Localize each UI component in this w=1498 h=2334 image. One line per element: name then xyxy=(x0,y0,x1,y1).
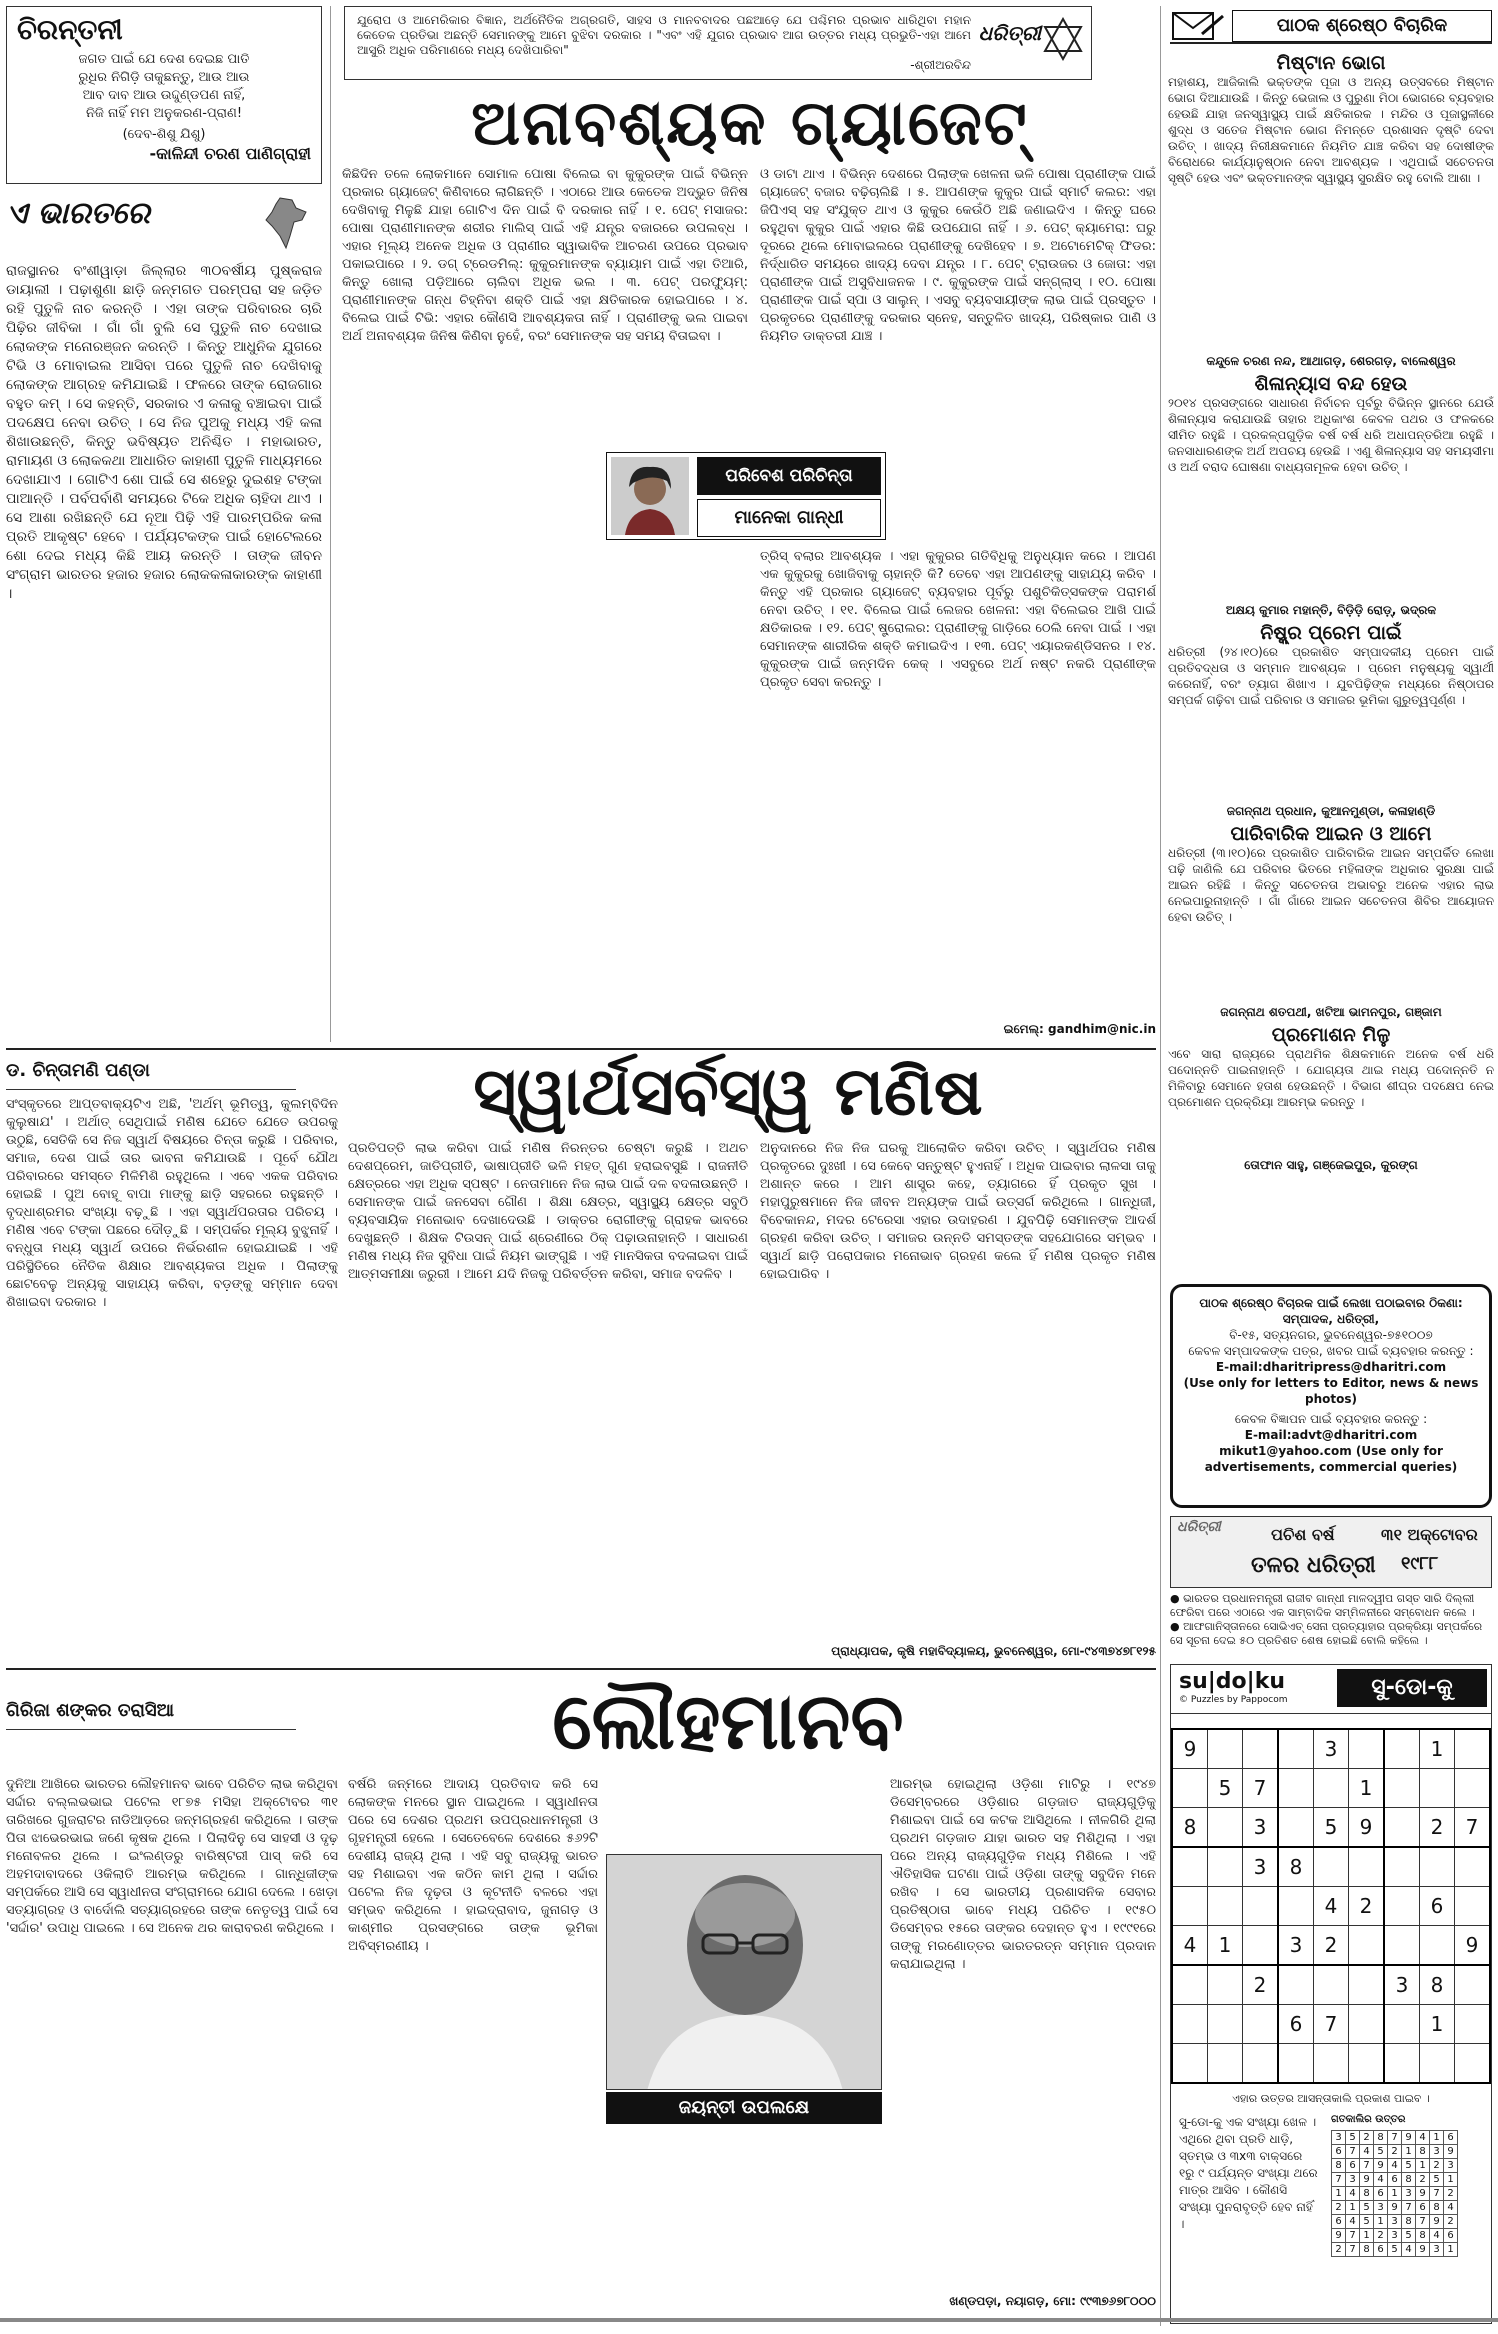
bullet-text: ଭାରତର ପ୍ରଧାନମନ୍ତ୍ରୀ ରାଜୀବ ଗାନ୍ଧୀ ମାଳଦ୍ୱୀପ ଗସ୍ତ ସାରି ଦିଲ୍ଲୀ ଫେରିବା ପରେ ଏଠାରେ ଏକ ସାମ୍ବାଦିକ ସମ୍ମିଳନୀରେ ସମ୍ବୋଧନ କଲେ । xyxy=(1170,1592,1475,1619)
sudoku-cell[interactable]: 9 xyxy=(1172,1729,1208,1769)
solution-caption: ଗତକାଲିର ଉତ୍ତର xyxy=(1331,2114,1406,2125)
sudoku-cell[interactable] xyxy=(1455,1847,1491,1887)
sudoku-cell[interactable] xyxy=(1420,2044,1455,2084)
letter-body: ଏବେ ସାରା ରାଜ୍ୟରେ ପ୍ରାଥମିକ ଶିକ୍ଷକମାନେ ଅନେକ ବର୍ଷ ଧରି ପଦୋନ୍ନତି ପାଇନାହାନ୍ତି । ଯୋଗ୍ୟତା ଥାଇ ମଧ୍ୟ ପଦୋନ୍ନତି ନ ମିଳିବାରୁ ସେମାନେ ହତାଶ ହେଉଛନ୍ତି । ବିଭାଗ ଶୀଘ୍ର ପଦକ୍ଷେପ ନେଇ ପ୍ରମୋଶନ ପ୍ରକ୍ରିୟା ଆରମ୍ଭ କରନ୍ତୁ । xyxy=(1168,1047,1494,1109)
letter-author: ତୋଫାନ ସାହୁ, ଗଞ୍ଜେଇପୁର, କୁରଙ୍ଗ xyxy=(1244,1158,1418,1172)
solution-cell: 2 xyxy=(1444,2187,1458,2201)
sudoku-cell[interactable] xyxy=(1455,1729,1491,1769)
sudoku-cell[interactable] xyxy=(1455,1769,1491,1808)
e-bharat-logo xyxy=(6,196,322,254)
sudoku-cell[interactable]: 1 xyxy=(1208,1926,1243,1966)
address-line: ବି-୧୫, ସତ୍ୟନଗର, ଭୁବନେଶ୍ୱର-୭୫୧୦୦୭ xyxy=(1229,1328,1433,1342)
bullet-item: ● ଭାରତର ପ୍ରଧାନମନ୍ତ୍ରୀ ରାଜୀବ ଗାନ୍ଧୀ ମାଳଦ୍ୱୀପ ଗସ୍ତ ସାରି ଦିଲ୍ଲୀ ଫେରିବା ପରେ ଏଠାରେ ଏକ ସାମ୍ବାଦିକ ସମ୍ମିଳନୀରେ ସମ୍ବୋଧନ କଲେ । xyxy=(1170,1592,1475,1619)
anniversary-bullets xyxy=(1170,1592,1492,1656)
grid-row xyxy=(1332,2229,1458,2243)
solution-cell: 5 xyxy=(1346,2131,1360,2145)
sudoku-cell[interactable]: 7 xyxy=(1314,2005,1349,2044)
letter-title: ଶିଳାନ୍ୟାସ ବନ୍ଦ ହେଉ xyxy=(1254,373,1408,395)
anniversary-box xyxy=(1170,1516,1492,1588)
sudoku-cell[interactable] xyxy=(1384,1808,1420,1848)
sudoku-cell[interactable] xyxy=(1384,1926,1420,1966)
sudoku-cell[interactable]: 8 xyxy=(1278,1847,1314,1887)
solution-cell: 1 xyxy=(1388,2187,1402,2201)
sudoku-cell[interactable]: 7 xyxy=(1243,1769,1279,1808)
sudoku-cell[interactable] xyxy=(1455,1887,1491,1926)
solution-cell: 5 xyxy=(1402,2159,1416,2173)
solution-cell: 5 xyxy=(1402,2229,1416,2243)
solution-cell: 5 xyxy=(1360,2215,1374,2229)
solution-cell: 2 xyxy=(1430,2159,1444,2173)
reader-header-title: ପାଠକ ଶ୍ରେଷ୍ଠ ବିଚାରିକ xyxy=(1232,10,1492,42)
sudoku-cell[interactable] xyxy=(1208,1965,1243,2005)
sudoku-cell[interactable] xyxy=(1384,2005,1420,2044)
sudoku-cell[interactable]: 5 xyxy=(1208,1769,1243,1808)
solution-cell: 4 xyxy=(1402,2243,1416,2257)
solution-cell: 8 xyxy=(1332,2159,1346,2173)
anniversary-sub: ତଳର ଧରିତ୍ରୀ xyxy=(1251,1553,1376,1578)
sudoku-cell[interactable] xyxy=(1172,1887,1208,1926)
reader-letters xyxy=(1168,52,1494,1276)
columnist-name: ମାନେକା ଗାନ୍ଧୀ xyxy=(697,499,881,537)
columnist-box xyxy=(606,452,886,540)
solution-cell: 9 xyxy=(1388,2201,1402,2215)
solution-cell: 8 xyxy=(1430,2201,1444,2215)
email-note: (Use only for letters to Editor, news & news photos) xyxy=(1183,1376,1479,1406)
solution-cell: 6 xyxy=(1444,2229,1458,2243)
sudoku-cell[interactable] xyxy=(1314,1965,1349,2005)
sudoku-solution-grid xyxy=(1331,2130,1458,2257)
address-box xyxy=(1170,1284,1492,1508)
sudoku-grid xyxy=(1171,1728,1491,2084)
grid-row xyxy=(1332,2145,1458,2159)
solution-cell: 7 xyxy=(1402,2201,1416,2215)
solution-cell: 5 xyxy=(1374,2145,1388,2159)
sudoku-cell[interactable] xyxy=(1172,1965,1208,2005)
sudoku-cell[interactable] xyxy=(1314,2044,1349,2084)
sudoku-cell[interactable] xyxy=(1172,1847,1208,1887)
solution-cell: 2 xyxy=(1332,2201,1346,2215)
sudoku-title: ସୁ-ଡୋ-କୁ xyxy=(1337,1669,1487,1707)
sudoku-cell[interactable] xyxy=(1349,1729,1385,1769)
solution-cell: 8 xyxy=(1416,2229,1430,2243)
swartha-headline: ସ୍ୱାର୍ଥସର୍ବସ୍ୱ ମଣିଷ xyxy=(473,1053,983,1130)
solution-cell: 8 xyxy=(1402,2173,1416,2187)
solution-cell: 3 xyxy=(1374,2201,1388,2215)
solution-cell: 7 xyxy=(1346,2243,1360,2257)
sudoku-cell[interactable]: 3 xyxy=(1243,1808,1279,1848)
solution-cell: 9 xyxy=(1402,2131,1416,2145)
epigraph-text: ଯୁରୋପ ଓ ଆମେରିକାର ବିଜ୍ଞାନ, ଅର୍ଥନୈତିକ ଅଗ୍ରଗତି, ସାହସ ଓ ମାନବବାଦର ପଛଆଡ଼େ ଯେ ପଶ୍ଚିମର ପ୍ରଭାବ ଧାରିଥିବା ମହାନ କେତେକ ପ୍ରତିଭା ଅଛନ୍ତି ସେମାନଙ୍କୁ ଆମେ ବୁଝିବା ଦରକାର । "ଏବଂ ଏହି ଯୁଗର ପ୍ରଭାବ ଆଗ ଉତ୍ତର ମଧ୍ୟ ପ୍ରଭୁତି-ଏହା ଆମେ ଆସୁରି ଅଧିକ ପରିମାଣରେ ମଧ୍ୟ ଦେଖିପାରିବା" xyxy=(357,13,971,57)
anniversary-years: ପଚିଶ ବର୍ଷ xyxy=(1271,1525,1335,1544)
sudoku-cell[interactable] xyxy=(1384,1769,1420,1808)
solution-cell: 2 xyxy=(1388,2145,1402,2159)
swartha-author: ଡ. ଚିନ୍ତାମଣି ପଣ୍ଡା xyxy=(6,1060,296,1090)
e-bharat-title: ଏ ଭାରତରେ xyxy=(6,196,150,231)
portrait-photo-icon xyxy=(607,1855,882,2090)
solution-cell: 5 xyxy=(1360,2201,1374,2215)
sudoku-cell[interactable] xyxy=(1278,1965,1314,2005)
sudoku-cell[interactable] xyxy=(1455,1965,1491,2005)
bullet-text: ଆଫଗାନିସ୍ତାନରେ ସୋଭିଏତ୍ ସେନା ପ୍ରତ୍ୟାହାର ପ୍ରକ୍ରିୟା ସମ୍ପର୍କରେ ସେ ସୂଚନା ଦେଇ ୫୦ ପ୍ରତିଶତ ଶେଷ ହୋଇଛି ବୋଲି କହିଲେ । xyxy=(1170,1620,1483,1647)
address-intro: ପାଠକ ଶ୍ରେଷ୍ଠ ବିଚାରକ ପାଇଁ ଲେଖା ପଠାଇବାର ଠିକଣା: xyxy=(1199,1296,1463,1310)
swartha-col1: ସଂସ୍କୃତରେ ଆପ୍ତବାକ୍ୟଟିଏ ଅଛି, 'ଅର୍ଥମ୍ ଭୂମିତ୍ୱ, କୁଲମ୍ବିଦିନ କୁଲୁଷାଯ' । ଅର୍ଥାତ୍ ସେଥିପାଇଁ ମଣିଷ ଯେତେ ଯେତେ ଉପରକୁ ଉଠୁଛି, ସେତିକି ସେ ନିଜ ସ୍ୱାର୍ଥ ବିଷୟରେ ଚିନ୍ତା କରୁଛି । ପରିବାର, ସମାଜ, ଦେଶ ପାଇଁ ତାର ଭାବନା କମିଯାଉଛି । ପୂର୍ବେ ଯୌଥ ପରିବାରରେ ସମସ୍ତେ ମିଳିମିଶି ରହୁଥିଲେ । ଏବେ ଏକକ ପରିବାର ହୋଇଛି । ପୁଅ ବୋହୂ ବାପା ମାଙ୍କୁ ଛାଡ଼ି ସହରରେ ରହୁଛନ୍ତି । ବୃଦ୍ଧାଶ୍ରମର ସଂଖ୍ୟା ବଢ଼ୁଛି । ଏହା ସ୍ୱାର୍ଥପରତାର ପରିଚୟ । ମଣିଷ ଏବେ ଟଙ୍କା ପଛରେ ଦୌଡ଼ୁଛି । ସମ୍ପର୍କର ମୂଲ୍ୟ ବୁଝୁନାହିଁ । ବନ୍ଧୁତା ମଧ୍ୟ ସ୍ୱାର୍ଥ ଉପରେ ନିର୍ଭରଶୀଳ ହୋଇଯାଇଛି । ଏହି ପରିସ୍ଥିତିରେ ନୈତିକ ଶିକ୍ଷାର ଆବଶ୍ୟକତା ଅଧିକ । ପିଲାଙ୍କୁ ଛୋଟବେଳୁ ଅନ୍ୟକୁ ସାହାଯ୍ୟ କରିବା, ବଡ଼ଙ୍କୁ ସମ୍ମାନ ଦେବା ଶିଖାଇବା ଦରକାର । xyxy=(6,1097,338,1310)
sudoku-cell[interactable]: 2 xyxy=(1314,1926,1349,1966)
solution-cell: 3 xyxy=(1346,2173,1360,2187)
sudoku-cell[interactable] xyxy=(1243,2044,1279,2084)
dharitri-logo: ଧରିତ୍ରୀ xyxy=(978,21,1041,45)
sudoku-cell[interactable] xyxy=(1172,1769,1208,1808)
letter-body: ଧରିତ୍ରୀ (୩।୧୦)ରେ ପ୍ରକାଶିତ ପାରିବାରିକ ଆଇନ ସମ୍ପର୍କିତ ଲେଖା ପଢ଼ି ଜାଣିଲି ଯେ ପରିବାର ଭିତରେ ମହିଳାଙ୍କ ଅଧିକାର ସୁରକ୍ଷା ପାଇଁ ଆଇନ ରହିଛି । କିନ୍ତୁ ସଚେତନତା ଅଭାବରୁ ଅନେକ ଏହାର ଲାଭ ନେଇପାରୁନାହାନ୍ତି । ଗାଁ ଗାଁରେ ଆଇନ ସଚେତନତା ଶିବିର ଆୟୋଜନ ହେବା ଉଚିତ୍ । xyxy=(1168,846,1494,924)
solution-cell: 3 xyxy=(1430,2243,1444,2257)
solution-cell: 2 xyxy=(1374,2229,1388,2243)
solution-cell: 9 xyxy=(1374,2159,1388,2173)
solution-cell: 3 xyxy=(1332,2131,1346,2145)
solution-cell: 1 xyxy=(1444,2243,1458,2257)
patel-caption: ଜୟନ୍ତୀ ଉପଲକ୍ଷେ xyxy=(606,2092,882,2124)
anniversary-year: ୧୯୮୮ xyxy=(1401,1553,1439,1574)
address-line: ସମ୍ପାଦକ, ଧରିତ୍ରୀ, xyxy=(1282,1312,1380,1326)
solution-cell: 3 xyxy=(1388,2215,1402,2229)
grid-row xyxy=(1172,1847,1490,1887)
sudoku-cell[interactable] xyxy=(1172,2005,1208,2044)
letter-author: ଜଗନ୍ନାଥ ଶତପଥୀ, ଖଟିଆ ଭାମନପୁର, ଗଞ୍ଜାମ xyxy=(1220,1005,1442,1019)
chirantani-poet: -କାଳିନ୍ଦୀ ଚରଣ ପାଣିଗ୍ରାହୀ xyxy=(149,144,311,163)
india-map-icon xyxy=(262,196,312,250)
sudoku-brand: su|do|ku xyxy=(1179,1669,1285,1694)
verse-line: ଜଗତ ପାଇଁ ଯେ ଦେଶ ଦେଇଛ ପାତି xyxy=(78,52,250,67)
anabasyaka-headline: ଅନାବଶ୍ୟକ ଗ୍ୟାଜେଟ୍ xyxy=(471,86,1029,159)
sudoku-cell[interactable] xyxy=(1172,2044,1208,2084)
letter-body: ମହାଶୟ, ଆଜିକାଲି ଭକ୍ତଙ୍କ ପୂଜା ଓ ଅନ୍ୟ ଉତ୍ସବରେ ମିଷ୍ଟାନ ଭୋଗ ଦିଆଯାଉଛି । କିନ୍ତୁ ଭେଜାଲ ଓ ପୁରୁଣା ମିଠା ଭୋଗରେ ବ୍ୟବହାର ହେଉଛି ଯାହା ଜନସ୍ୱାସ୍ଥ୍ୟ ପାଇଁ କ୍ଷତିକାରକ । ମନ୍ଦିର ଓ ପୂଜାସ୍ଥଳୀରେ ଶୁଦ୍ଧ ଓ ସତେଜ ମିଷ୍ଟାନ ଭୋଗ ନିମନ୍ତେ ପ୍ରଶାସନ ଦୃଷ୍ଟି ଦେବା ଉଚିତ୍ । ଖାଦ୍ୟ ନିରୀକ୍ଷକମାନେ ନିୟମିତ ଯାଞ୍ଚ କରିବା ସହ ଦୋଷୀଙ୍କ ବିରୋଧରେ କାର୍ଯ୍ୟାନୁଷ୍ଠାନ ନେବା ଆବଶ୍ୟକ । ଏଥିପାଇଁ ସଚେତନତା ସୃଷ୍ଟି ହେଉ ଏବଂ ଭକ୍ତମାନଙ୍କ ସ୍ୱାସ୍ଥ୍ୟ ସୁରକ୍ଷିତ ରହୁ ବୋଲି ଆଶା । xyxy=(1168,75,1494,185)
sudoku-cell[interactable]: 8 xyxy=(1172,1808,1208,1848)
sudoku-cell[interactable]: 1 xyxy=(1420,1729,1455,1769)
solution-cell: 2 xyxy=(1360,2131,1374,2145)
chirantani-source: (ଦେବ-ଶିଶୁ ଯିଶୁ) xyxy=(122,127,206,142)
sudoku-cell[interactable]: 1 xyxy=(1420,2005,1455,2044)
sudoku-cell[interactable] xyxy=(1208,1887,1243,1926)
swartha-col2: ପ୍ରତିପତ୍ତି ଲାଭ କରିବା ପାଇଁ ମଣିଷ ନିରନ୍ତର ଚେଷ୍ଟା କରୁଛି । ଅଥଚ ଦେଶପ୍ରେମ, ଜାତିପ୍ରୀତି, ଭାଷାପ୍ରୀତି ଭଳି ମହତ୍ ଗୁଣ ହରାଇବସୁଛି । ରାଜନୀତି କ୍ଷେତ୍ରରେ ଏହା ଅଧିକ ସ୍ପଷ୍ଟ । ନେତାମାନେ ନିଜ ଲାଭ ପାଇଁ ଦଳ ବଦଳାଉଛନ୍ତି । ସେମାନଙ୍କ ପାଇଁ ଜନସେବା ଗୌଣ । ଶିକ୍ଷା କ୍ଷେତ୍ର, ସ୍ୱାସ୍ଥ୍ୟ କ୍ଷେତ୍ର ସବୁଠି ବ୍ୟବସାୟିକ ମନୋଭାବ ଦେଖାଦେଉଛି । ଡାକ୍ତର ରୋଗୀଙ୍କୁ ଗ୍ରାହକ ଭାବରେ ଦେଖୁଛନ୍ତି । ଶିକ୍ଷକ ଟିଉସନ୍ ପାଇଁ ଶ୍ରେଣୀରେ ଠିକ୍ ପଢ଼ାଉନାହାନ୍ତି । ସାଧାରଣ ମଣିଷ ମଧ୍ୟ ନିଜ ସୁବିଧା ପାଇଁ ନିୟମ ଭାଙ୍ଗୁଛି । ଏହି ମାନସିକତା ବଦଳାଇବା ପାଇଁ ଆତ୍ମସମୀକ୍ଷା ଜରୁରୀ । ଆମେ ଯଦି ନିଜକୁ ପରିବର୍ତ୍ତନ କରିବା, ସମାଜ ବଦଳିବ । xyxy=(348,1141,748,1282)
sudoku-cell[interactable] xyxy=(1384,1729,1420,1769)
sudoku-cell[interactable]: 2 xyxy=(1420,1808,1455,1848)
solution-cell: 1 xyxy=(1332,2187,1346,2201)
sudoku-cell[interactable]: 9 xyxy=(1455,1926,1491,1966)
sudoku-cell[interactable]: 3 xyxy=(1278,1926,1314,1966)
solution-cell: 2 xyxy=(1416,2173,1430,2187)
solution-cell: 4 xyxy=(1416,2131,1430,2145)
sudoku-cell[interactable]: 3 xyxy=(1384,1965,1420,2005)
e-bharat-body: ରାଜସ୍ଥାନର ବଂଶୀୱାଡ଼ା ଜିଲ୍ଲାର ୩୦ବର୍ଷୀୟ ପୁଷ୍କରାଜ ଡାୟାଲୀ । ପଢ଼ାଶୁଣା ଛାଡ଼ି ଜନ୍ମଗତ ପରମ୍ପରା ସହ ଜଡ଼ିତ ରହି ପୁତୁଳି ନାଚ କରନ୍ତି । ଏହା ତାଙ୍କ ପରିବାରର ଚାରି ପିଢ଼ିର ଜୀବିକା । ଗାଁ ଗାଁ ବୁଲି ସେ ପୁତୁଳି ନାଚ ଦେଖାଇ ଲୋକଙ୍କ ମନୋରଞ୍ଜନ କରନ୍ତି । କିନ୍ତୁ ଆଧୁନିକ ଯୁଗରେ ଟିଭି ଓ ମୋବାଇଲ ଆସିବା ପରେ ପୁତୁଳି ନାଚ ଦେଖିବାକୁ ଲୋକଙ୍କ ଆଗ୍ରହ କମିଯାଇଛି । ଫଳରେ ତାଙ୍କ ରୋଜଗାର ବହୁତ କମ୍ । ସେ କହନ୍ତି, ସରକାର ଏ କଳାକୁ ବଞ୍ଚାଇବା ପାଇଁ ପଦକ୍ଷେପ ନେବା ଉଚିତ୍ । ସେ ନିଜ ପୁଅକୁ ମଧ୍ୟ ଏହି କଳା ଶିଖାଉଛନ୍ତି, କିନ୍ତୁ ଭବିଷ୍ୟତ ଅନିଶ୍ଚିତ । ମହାଭାରତ, ରାମାୟଣ ଓ ଲୋକକଥା ଆଧାରିତ କାହାଣୀ ପୁତୁଳି ମାଧ୍ୟମରେ ଦେଖାଯାଏ । ଗୋଟିଏ ଶୋ ପାଇଁ ସେ ଶହେରୁ ଦୁଇଶହ ଟଙ୍କା ପାଆନ୍ତି । ପର୍ବପର୍ବାଣି ସମୟରେ ଟିକେ ଅଧିକ ଚାହିଦା ଥାଏ । ସେ ଆଶା ରଖିଛନ୍ତି ଯେ ନୂଆ ପିଢ଼ି ଏହି ପାରମ୍ପରିକ କଳା ପ୍ରତି ଆକୃଷ୍ଟ ହେବେ । ପର୍ଯ୍ୟଟକଙ୍କ ପାଇଁ ହୋଟେଲରେ ଶୋ ଦେଇ ମଧ୍ୟ କିଛି ଆୟ କରନ୍ତି । ତାଙ୍କ ଜୀବନ ସଂଗ୍ରାମ ଭାରତର ହଜାର ହଜାର ଲୋକକଳାକାରଙ୍କ କାହାଣୀ । xyxy=(6,263,322,602)
sudoku-cell[interactable] xyxy=(1314,1847,1349,1887)
louhamanab-footer: ଖଣ୍ଡପଡ଼ା, ନୟାଗଡ଼, ମୋ: ୯୯୩୭୬୭୮୦୦୦ xyxy=(949,2294,1156,2308)
solution-cell: 1 xyxy=(1430,2131,1444,2145)
sudoku-cell[interactable] xyxy=(1208,2005,1243,2044)
solution-cell: 3 xyxy=(1444,2159,1458,2173)
anniversary-logo: ଧରିତ୍ରୀ xyxy=(1177,1519,1221,1535)
louhamanab-col2: ବର୍ଷରି ଜନ୍ମରେ ଆଦାୟ ପ୍ରତିବାଦ କରି ସେ ଲୋକଙ୍କ ମନରେ ସ୍ଥାନ ପାଇଥିଲେ । ସ୍ୱାଧୀନତା ପରେ ସେ ଦେଶର ପ୍ରଥମ ଉପପ୍ରଧାନମନ୍ତ୍ରୀ ଓ ଗୃହମନ୍ତ୍ରୀ ହେଲେ । ସେତେବେଳେ ଦେଶରେ ୫୬୨ଟି ଦେଶୀୟ ରାଜ୍ୟ ଥିଲା । ଏହି ସବୁ ରାଜ୍ୟକୁ ଭାରତ ସହ ମିଶାଇବା ଏକ କଠିନ କାମ ଥିଲା । ସର୍ଦ୍ଦାର ପଟେଲ ନିଜ ଦୃଢ଼ତା ଓ କୂଟନୀତି ବଳରେ ଏହା ସମ୍ଭବ କରିଥିଲେ । ହାଇଦ୍ରାବାଦ, ଜୁନାଗଡ଼ ଓ କାଶ୍ମୀର ପ୍ରସଙ୍ଗରେ ତାଙ୍କ ଭୂମିକା ଅବିସ୍ମରଣୀୟ । xyxy=(348,1777,598,1954)
solution-cell: 6 xyxy=(1374,2243,1388,2257)
sudoku-cell[interactable] xyxy=(1243,1926,1279,1966)
solution-cell: 2 xyxy=(1444,2215,1458,2229)
sudoku-cell[interactable] xyxy=(1420,1769,1455,1808)
solution-cell: 9 xyxy=(1360,2173,1374,2187)
columnist-title: ପରିବେଶ ପରିଚିନ୍ତା xyxy=(697,457,881,495)
sudoku-note: ଏହାର ଉତ୍ତର ଆସନ୍ତାକାଲି ପ୍ରକାଶ ପାଇବ । xyxy=(1232,2092,1430,2105)
solution-cell: 9 xyxy=(1444,2145,1458,2159)
grid-row xyxy=(1172,1965,1490,2005)
letter-body: ଧରିତ୍ରୀ (୨୪।୧୦)ରେ ପ୍ରକାଶିତ ସମ୍ପାଦକୀୟ ପ୍ରେମ ପାଇଁ ପ୍ରତିବଦ୍ଧତା ଓ ସମ୍ମାନ ଆବଶ୍ୟକ । ପ୍ରେମ ମନୁଷ୍ୟକୁ ସ୍ୱାର୍ଥୀ କରେନାହିଁ, ବରଂ ତ୍ୟାଗ ଶିଖାଏ । ଯୁବପିଢ଼ିଙ୍କ ମଧ୍ୟରେ ନିଷ୍ଠାପର ସମ୍ପର୍କ ଗଢ଼ିବା ପାଇଁ ପରିବାର ଓ ସମାଜର ଭୂମିକା ଗୁରୁତ୍ୱପୂର୍ଣ୍ଣ । xyxy=(1168,645,1494,707)
grid-row xyxy=(1332,2187,1458,2201)
letter-author: ଅକ୍ଷୟ କୁମାର ମହାନ୍ତି, ବିଡ଼ିଡ଼ି ରୋଡ଼୍, ଭଦ୍ରକ xyxy=(1225,603,1437,617)
solution-cell: 6 xyxy=(1416,2201,1430,2215)
verse-line: ଆବ ଦାବ ଆଉ ଉଦ୍ଦୁଣ୍ଡପଣ ନାହିଁ, xyxy=(82,88,246,103)
grid-row xyxy=(1332,2173,1458,2187)
sudoku-cell[interactable]: 2 xyxy=(1243,1965,1279,2005)
sudoku-cell[interactable] xyxy=(1420,1847,1455,1887)
solution-cell: 3 xyxy=(1388,2229,1402,2243)
sudoku-cell[interactable] xyxy=(1243,2005,1279,2044)
solution-cell: 8 xyxy=(1416,2145,1430,2159)
sudoku-cell[interactable]: 1 xyxy=(1349,1769,1385,1808)
advt-email[interactable]: E-mail:advt@dharitri.com xyxy=(1244,1428,1418,1442)
grid-row xyxy=(1332,2215,1458,2229)
chirantani-box xyxy=(6,6,322,184)
sudoku-brand-sub: © Puzzles by Pappocom xyxy=(1179,1695,1288,1705)
sudoku-cell[interactable] xyxy=(1208,1729,1243,1769)
sudoku-cell[interactable] xyxy=(1314,1769,1349,1808)
anniversary-date: ୩୧ ଅକ୍ଟୋବର xyxy=(1381,1525,1478,1544)
solution-cell: 7 xyxy=(1360,2159,1374,2173)
sudoku-cell[interactable] xyxy=(1243,1729,1279,1769)
bullet-item: ● ଆଫଗାନିସ୍ତାନରେ ସୋଭିଏତ୍ ସେନା ପ୍ରତ୍ୟାହାର ପ୍ରକ୍ରିୟା ସମ୍ପର୍କରେ ସେ ସୂଚନା ଦେଇ ୫୦ ପ୍ରତିଶତ ଶେଷ ହୋଇଛି ବୋଲି କହିଲେ । xyxy=(1170,1620,1483,1647)
swartha-footer: ପ୍ରାଧ୍ୟାପକ, କୃଷି ମହାବିଦ୍ୟାଳୟ, ଭୁବନେଶ୍ୱର, ମୋ-୯୪୩୭୪୭୮୧୨୫ xyxy=(831,1644,1156,1658)
letter-body: ୨୦୧୪ ପ୍ରସଙ୍ଗରେ ସାଧାରଣ ନିର୍ବାଚନ ପୂର୍ବରୁ ବିଭିନ୍ନ ସ୍ଥାନରେ ଯେଉଁ ଶିଳାନ୍ୟାସ କରାଯାଉଛି ତାହାର ଅଧିକାଂଶ କେବଳ ପଥର ଓ ଫଳକରେ ସୀମିତ ରହୁଛି । ପ୍ରକଳ୍ପଗୁଡ଼ିକ ବର୍ଷ ବର୍ଷ ଧରି ଅଧାପନ୍ତରିଆ ରହୁଛି । ଜନସାଧାରଣଙ୍କ ଅର୍ଥ ଅପଚୟ ହେଉଛି । ଏଣୁ ଶିଳାନ୍ୟାସ ସହ ସମୟସୀମା ଓ ଅର୍ଥ ବରାଦ ଘୋଷଣା ବାଧ୍ୟତାମୂଳକ ହେବା ଉଚିତ୍ । xyxy=(1168,396,1494,474)
address-line: କେବଳ ସମ୍ପାଦକଙ୍କ ପତ୍ର, ଖବର ପାଇଁ ବ୍ୟବହାର କରନ୍ତୁ : xyxy=(1188,1344,1474,1358)
grid-row xyxy=(1172,1887,1490,1926)
solution-cell: 4 xyxy=(1430,2229,1444,2243)
sudoku-cell[interactable] xyxy=(1455,2005,1491,2044)
editor-email[interactable]: E-mail:dharitripress@dharitri.com xyxy=(1215,1360,1447,1374)
solution-cell: 9 xyxy=(1416,2243,1430,2257)
sudoku-header xyxy=(1171,1665,1491,1714)
reader-header xyxy=(1170,6,1492,44)
sudoku-cell[interactable] xyxy=(1349,1965,1385,2005)
solution-cell: 4 xyxy=(1346,2187,1360,2201)
solution-cell: 7 xyxy=(1346,2145,1360,2159)
solution-cell: 4 xyxy=(1360,2145,1374,2159)
address-line: କେବଳ ବିଜ୍ଞାପନ ପାଇଁ ବ୍ୟବହାର କରନ୍ତୁ : xyxy=(1234,1412,1428,1426)
letter-title: ପାରିବାରିକ ଆଇନ ଓ ଆମେ xyxy=(1230,823,1432,845)
solution-cell: 5 xyxy=(1430,2173,1444,2187)
grid-row xyxy=(1172,2044,1490,2084)
solution-cell: 7 xyxy=(1388,2131,1402,2145)
grid-row xyxy=(1172,1808,1490,1848)
solution-cell: 5 xyxy=(1388,2243,1402,2257)
sudoku-cell[interactable] xyxy=(1455,2044,1491,2084)
sudoku-cell[interactable] xyxy=(1278,1887,1314,1926)
envelope-icon xyxy=(1172,12,1224,40)
solution-cell: 4 xyxy=(1388,2159,1402,2173)
grid-row xyxy=(1332,2201,1458,2215)
sudoku-cell[interactable]: 5 xyxy=(1314,1808,1349,1848)
solution-cell: 2 xyxy=(1332,2243,1346,2257)
sudoku-cell[interactable] xyxy=(1278,2044,1314,2084)
solution-cell: 7 xyxy=(1332,2173,1346,2187)
sudoku-cell[interactable] xyxy=(1208,1847,1243,1887)
solution-cell: 8 xyxy=(1360,2243,1374,2257)
solution-cell: 1 xyxy=(1402,2145,1416,2159)
epigraph-attribution: -ଶ୍ରୀଅରବିନ୍ଦ xyxy=(910,58,971,72)
verse-line: ରୁଧିର ନିଗିଡ଼ି ତାକୁଛନ୍ତୁ, ଆଉ ଆଉ xyxy=(78,70,250,85)
anabasyaka-col2: ଓ ଡାଟା ଥାଏ । ବିଭିନ୍ନ ଦେଶରେ ପିଲାଙ୍କ ଖେଳନା ଭଳି ପୋଷା ପ୍ରାଣୀଙ୍କ ପାଇଁ ଗ୍ୟାଜେଟ୍ ବଜାର ବଢ଼ିଚାଲିଛି । ୫. ଆପଣଙ୍କ କୁକୁର ପାଇଁ ସ୍ମାର୍ଟ କଲର: ଏହା ଜିପିଏସ୍ ସହ ସଂଯୁକ୍ତ ଥାଏ ଓ କୁକୁର କେଉଁଠି ଅଛି ଜଣାଇଦିଏ । କିନ୍ତୁ ଘରେ ରହୁଥିବା କୁକୁର ପାଇଁ ଏହାର କିଛି ଉପଯୋଗ ନାହିଁ । ୬. ପେଟ୍ କ୍ୟାମେରା: ଘରୁ ଦୂରରେ ଥିଲେ ମୋବାଇଲରେ ପ୍ରାଣୀଙ୍କୁ ଦେଖିହେବ । ୭. ଅଟୋମେଟିକ୍ ଫିଡର: ନିର୍ଦ୍ଧାରିତ ସମୟରେ ଖାଦ୍ୟ ଦେବା ଯନ୍ତ୍ର । ୮. ପେଟ୍ ଟ୍ରାଉଜର ଓ ଜୋତା: ଏହା ପ୍ରାଣୀଙ୍କ ପାଇଁ ଅସୁବିଧାଜନକ । ୯. କୁକୁରଙ୍କ ପାଇଁ ସନ୍‌ଗ୍ଲାସ୍ । ୧୦. ପୋଷା ପ୍ରାଣୀଙ୍କ ପାଇଁ ସ୍ପା ଓ ସାଲୁନ୍ । ଏସବୁ ବ୍ୟବସାୟୀଙ୍କ ଲାଭ ପାଇଁ ପ୍ରସ୍ତୁତ । ପ୍ରକୃତରେ ପ୍ରାଣୀଙ୍କୁ ଦରକାର ସ୍ନେହ, ସନ୍ତୁଳିତ ଖାଦ୍ୟ, ପରିଷ୍କାର ପାଣି ଓ ନିୟମିତ ଡାକ୍ତରୀ ଯାଞ୍ଚ । xyxy=(760,167,1156,344)
chirantani-title: ଚିରନ୍ତନୀ xyxy=(17,13,123,46)
solution-cell: 7 xyxy=(1346,2229,1360,2243)
sudoku-cell[interactable]: 3 xyxy=(1243,1847,1279,1887)
grid-row xyxy=(1172,1729,1490,1769)
letter-title: ନିଷ୍କ୍ର ପ୍ରେମ ପାଇଁ xyxy=(1260,622,1402,644)
sudoku-cell[interactable] xyxy=(1243,1887,1279,1926)
solution-cell: 1 xyxy=(1444,2173,1458,2187)
louhamanab-headline: ଲୌହମାନବ xyxy=(552,1677,904,1767)
sudoku-box xyxy=(1170,1664,1492,2324)
anabasyaka-col3: ତ୍ରିସ୍ ବଲାର ଆବଶ୍ୟକ । ଏହା କୁକୁରର ଗତିବିଧିକୁ ଅନୁଧ୍ୟାନ କରେ । ଆପଣ ଏକ କୁକୁରକୁ ଖୋଜିବାକୁ ଚାହାନ୍ତି କି? ତେବେ ଏହା ଆପଣଙ୍କୁ ସାହାଯ୍ୟ କରିବ । କିନ୍ତୁ ଏହି ପ୍ରକାର ଗ୍ୟାଜେଟ୍ ବ୍ୟବହାର ପୂର୍ବରୁ ପଶୁଚିକିତ୍ସକଙ୍କ ପରାମର୍ଶ ନେବା ଉଚିତ୍ । ୧୧. ବିଲେଇ ପାଇଁ ଲେଜର ଖେଳନା: ଏହା ବିଲେଇର ଆଖି ପାଇଁ କ୍ଷତିକାରକ । ୧୨. ପେଟ୍ ଷ୍ଟ୍ରୋଲର: ପ୍ରାଣୀଙ୍କୁ ଗାଡ଼ିରେ ଠେଲି ନେବା ପାଇଁ । ଏହା ସେମାନଙ୍କ ଶାରୀରିକ ଶକ୍ତି କମାଇଦିଏ । ୧୩. ପେଟ୍ ଏୟାରକଣ୍ଡିସନର । ୧୪. କୁକୁରଙ୍କ ପାଇଁ ଜନ୍ମଦିନ କେକ୍ । ଏସବୁରେ ଅର୍ଥ ନଷ୍ଟ ନକରି ପ୍ରାଣୀଙ୍କ ପ୍ରକୃତ ସେବା କରନ୍ତୁ । xyxy=(760,549,1156,690)
solution-cell: 4 xyxy=(1444,2201,1458,2215)
grid-row xyxy=(1332,2243,1458,2257)
solution-cell: 3 xyxy=(1402,2187,1416,2201)
solution-cell: 7 xyxy=(1416,2215,1430,2229)
sudoku-cell[interactable]: 3 xyxy=(1314,1729,1349,1769)
solution-cell: 6 xyxy=(1346,2159,1360,2173)
grid-row xyxy=(1332,2131,1458,2145)
solution-cell: 6 xyxy=(1332,2215,1346,2229)
solution-cell: 6 xyxy=(1444,2131,1458,2145)
swartha-col3: ଅନୁଦାନରେ ନିଜ ନିଜ ଘରକୁ ଆଲୋକିତ କରିବା ଉଚିତ୍ । ସ୍ୱାର୍ଥପର ମଣିଷ ପ୍ରକୃତରେ ଦୁଃଖୀ । ସେ କେବେ ସନ୍ତୁଷ୍ଟ ହୁଏନାହିଁ । ଅଧିକ ପାଇବାର ଲାଳସା ତାକୁ ଅଶାନ୍ତ କରେ । ଆମ ଶାସ୍ତ୍ର କହେ, ତ୍ୟାଗରେ ହିଁ ପ୍ରକୃତ ସୁଖ । ମହାପୁରୁଷମାନେ ନିଜ ଜୀବନ ଅନ୍ୟଙ୍କ ପାଇଁ ଉତ୍ସର୍ଗ କରିଥିଲେ । ଗାନ୍ଧିଜୀ, ବିବେକାନନ୍ଦ, ମଦର ଟେରେସା ଏହାର ଉଦାହରଣ । ଯୁବପିଢ଼ି ସେମାନଙ୍କ ଆଦର୍ଶ ଗ୍ରହଣ କରିବା ଉଚିତ୍ । ସମାଜର ଉନ୍ନତି ସମସ୍ତଙ୍କ ସହଯୋଗରେ ସମ୍ଭବ । ସ୍ୱାର୍ଥ ଛାଡ଼ି ପରୋପକାର ମନୋଭାବ ଗ୍ରହଣ କଲେ ହିଁ ମଣିଷ ପ୍ରକୃତ ମଣିଷ ହୋଇପାରିବ । xyxy=(760,1141,1156,1282)
sudoku-cell[interactable] xyxy=(1349,1926,1385,1966)
anabasyaka-col1: କିଛିଦିନ ତଳେ ଲୋକମାନେ ସୋମାଳ ପୋଷା ବିଲେଇ ବା କୁକୁରଙ୍କ ପାଇଁ ବିଭିନ୍ନ ପ୍ରକାର ଗ୍ୟାଜେଟ୍ କିଣିବାରେ ଲାଗିଛନ୍ତି । ଏଠାରେ ଆଉ କେତେକ ଅଦ୍ଭୁତ ଜିନିଷ ଦେଖିବାକୁ ମିଳୁଛି ଯାହା ଗୋଟିଏ ଦିନ ପାଇଁ ବି ଦରକାର ନାହିଁ । ୧. ପେଟ୍ ମସାଜର: ପୋଷା ପ୍ରାଣୀମାନଙ୍କ ଶରୀର ମାଲିସ୍ ପାଇଁ ଏହି ଯନ୍ତ୍ର ବଜାରରେ ଉପଲବ୍ଧ । ଏହାର ମୂଲ୍ୟ ଅନେକ ଅଧିକ ଓ ପ୍ରାଣୀର ସ୍ୱାଭାବିକ ଆଚରଣ ଉପରେ ପ୍ରଭାବ ପକାଇପାରେ । ୨. ଡଗ୍ ଟ୍ରେଡମିଲ୍: କୁକୁରମାନଙ୍କ ବ୍ୟାୟାମ ପାଇଁ ଏହା ତିଆରି, କିନ୍ତୁ ଖୋଲା ପଡ଼ିଆରେ ଚାଲିବା ଅଧିକ ଭଲ । ୩. ପେଟ୍ ପରଫ୍ୟୁମ୍: ପ୍ରାଣୀମାନଙ୍କ ଗନ୍ଧ ଚିହ୍ନିବା ଶକ୍ତି ପାଇଁ ଏହା କ୍ଷତିକାରକ ହୋଇପାରେ । ୪. ବିଲେଇ ପାଇଁ ଟିଭି: ଏହାର କୌଣସି ଆବଶ୍ୟକତା ନାହିଁ । ପ୍ରାଣୀଙ୍କୁ ଭଲ ପାଇବା ଅର୍ଥ ଅନାବଶ୍ୟକ ଜିନିଷ କିଣିବା ନୁହେଁ, ବରଂ ସେମାନଙ୍କ ସହ ସମୟ ବିତାଇବା । xyxy=(342,167,748,344)
solution-cell: 7 xyxy=(1430,2187,1444,2201)
sudoku-rules: ସୁ-ଡୋ-କୁ ଏକ ସଂଖ୍ୟା ଖେଳ । ଏଥିରେ ଥିବା ପ୍ରତି ଧାଡ଼ି, ସ୍ତମ୍ଭ ଓ ୩x୩ ବାକ୍ସରେ ୧ରୁ ୯ ପର୍ଯ୍ୟନ୍ତ ସଂଖ୍ୟା ଥରେ ମାତ୍ର ଆସିବ । କୌଣସି ସଂଖ୍ୟା ପୁନରାବୃତ୍ତି ହେବ ନାହିଁ । xyxy=(1179,2115,1318,2231)
grid-row xyxy=(1172,2005,1490,2044)
louhamanab-col3: ଆରମ୍ଭ ହୋଇଥିଲା ଓଡ଼ିଶା ମାଟିରୁ । ୧୯୪୭ ଡିସେମ୍ବରରେ ଓଡ଼ିଶାର ଗଡ଼ଜାତ ରାଜ୍ୟଗୁଡ଼ିକୁ ମିଶାଇବା ପାଇଁ ସେ କଟକ ଆସିଥିଲେ । ନୀଳଗିରି ଥିଲା ପ୍ରଥମ ଗଡ଼ଜାତ ଯାହା ଭାରତ ସହ ମିଶିଥିଲା । ଏହା ପରେ ଅନ୍ୟ ରାଜ୍ୟଗୁଡ଼ିକ ମଧ୍ୟ ମିଶିଲେ । ଏହି ଐତିହାସିକ ଘଟଣା ପାଇଁ ଓଡ଼ିଶା ତାଙ୍କୁ ସବୁଦିନ ମନେ ରଖିବ । ସେ ଭାରତୀୟ ପ୍ରଶାସନିକ ସେବାର ପ୍ରତିଷ୍ଠାତା ଭାବେ ମଧ୍ୟ ପରିଚିତ । ୧୯୫୦ ଡିସେମ୍ବର ୧୫ରେ ତାଙ୍କର ଦେହାନ୍ତ ହୁଏ । ୧୯୯୧ରେ ତାଙ୍କୁ ମରଣୋତ୍ତର ଭାରତରତ୍ନ ସମ୍ମାନ ପ୍ରଦାନ କରାଯାଇଥିଲା । xyxy=(890,1777,1156,1972)
epigraph-box xyxy=(344,6,1092,80)
sudoku-cell[interactable] xyxy=(1384,1887,1420,1926)
solution-cell: 1 xyxy=(1374,2215,1388,2229)
solution-cell: 6 xyxy=(1374,2187,1388,2201)
sudoku-cell[interactable]: 4 xyxy=(1314,1887,1349,1926)
columnist-photo xyxy=(611,457,689,535)
solution-cell: 1 xyxy=(1346,2201,1360,2215)
solution-cell: 9 xyxy=(1430,2215,1444,2229)
sudoku-cell[interactable]: 9 xyxy=(1349,1808,1385,1848)
sudoku-cell[interactable]: 4 xyxy=(1172,1926,1208,1966)
sudoku-cell[interactable] xyxy=(1384,1847,1420,1887)
star-emblem-icon xyxy=(1043,17,1083,61)
solution-cell: 9 xyxy=(1416,2187,1430,2201)
verse-line: ନିଜି ନାହିଁ ମମ ଅନୁକରଣ-ପ୍ରାଣ! xyxy=(85,106,243,121)
solution-cell: 4 xyxy=(1374,2173,1388,2187)
sudoku-cell[interactable] xyxy=(1278,1769,1314,1808)
patel-photo xyxy=(606,1854,882,2090)
anabasyaka-email[interactable]: ଇମେଲ୍: gandhim@nic.in xyxy=(1003,1022,1156,1036)
grid-row xyxy=(1332,2159,1458,2173)
sudoku-cell[interactable] xyxy=(1349,2005,1385,2044)
letter-title: ମିଷ୍ଟାନ ଭୋଗ xyxy=(1276,52,1386,74)
sudoku-cell[interactable] xyxy=(1278,1808,1314,1848)
solution-cell: 9 xyxy=(1332,2229,1346,2243)
sudoku-cell[interactable]: 7 xyxy=(1455,1808,1491,1848)
solution-cell: 8 xyxy=(1402,2215,1416,2229)
advt-email-alt[interactable]: mikut1@yahoo.com (Use only for advertisements, commercial queries) xyxy=(1204,1444,1458,1474)
letter-title: ପ୍ରମୋଶନ ମିଳୁ xyxy=(1271,1024,1391,1046)
sudoku-cell[interactable] xyxy=(1349,1847,1385,1887)
sudoku-cell[interactable] xyxy=(1278,1729,1314,1769)
sudoku-cell[interactable] xyxy=(1384,2044,1420,2084)
sudoku-cell[interactable] xyxy=(1420,1926,1455,1966)
solution-cell: 8 xyxy=(1374,2131,1388,2145)
sudoku-cell[interactable]: 6 xyxy=(1278,2005,1314,2044)
chirantani-verse xyxy=(17,51,311,123)
louhamanab-col1: ଦୁନିଆ ଆଖିରେ ଭାରତର ଲୌହମାନବ ଭାବେ ପରିଚିତ ଲାଭ କରିଥିବା ସର୍ଦ୍ଦାର ବଲ୍ଲଭଭାଇ ପଟେଲ ୧୮୭୫ ମସିହା ଅକ୍ଟୋବର ୩୧ ତାରିଖରେ ଗୁଜରାଟର ନାଡିଆଡ଼ରେ ଜନ୍ମଗ୍ରହଣ କରିଥିଲେ । ତାଙ୍କ ପିତା ଝାଭେରଭାଇ ଜଣେ କୃଷକ ଥିଲେ । ପିଲାଦିନୁ ସେ ସାହସୀ ଓ ଦୃଢ଼ ମନୋବଳର ଥିଲେ । ଇଂଲଣ୍ଡରୁ ବାରିଷ୍ଟରୀ ପାସ୍ କରି ସେ ଅହମଦାବାଦରେ ଓକିଲାତି ଆରମ୍ଭ କରିଥିଲେ । ଗାନ୍ଧିଜୀଙ୍କ ସମ୍ପର୍କରେ ଆସି ସେ ସ୍ୱାଧୀନତା ସଂଗ୍ରାମରେ ଯୋଗ ଦେଲେ । ଖେଡ଼ା ସତ୍ୟାଗ୍ରହ ଓ ବାର୍ଦୋଲି ସତ୍ୟାଗ୍ରହରେ ତାଙ୍କ ନେତୃତ୍ୱ ପାଇଁ ସେ 'ସର୍ଦ୍ଦାର' ଉପାଧି ପାଇଲେ । ସେ ଅନେକ ଥର କାରାବରଣ କରିଥିଲେ । xyxy=(6,1777,338,1936)
grid-row xyxy=(1172,1926,1490,1966)
solution-cell: 6 xyxy=(1388,2173,1402,2187)
sudoku-cell[interactable]: 6 xyxy=(1420,1887,1455,1926)
letter-author: ଜଗନ୍ନାଥ ପ୍ରଧାନ, କୁଆନମୁଣ୍ଡା, କଳାହାଣ୍ଡି xyxy=(1226,804,1436,818)
letter-author: କନ୍ଦୁଳେ ଚରଣ ନନ୍ଦ, ଆଥାଗଡ଼, ଶେରଗଡ଼, ବାଲେଶ୍ୱର xyxy=(1206,354,1456,368)
grid-row xyxy=(1172,1769,1490,1808)
sudoku-cell[interactable]: 2 xyxy=(1349,1887,1385,1926)
sudoku-cell[interactable] xyxy=(1208,2044,1243,2084)
person-photo-icon xyxy=(611,457,689,535)
solution-cell: 1 xyxy=(1416,2159,1430,2173)
louhamanab-author: ଗିରିଜା ଶଙ୍କର ତରାସିଆ xyxy=(6,1700,296,1730)
sudoku-cell[interactable] xyxy=(1208,1808,1243,1848)
sudoku-cell[interactable] xyxy=(1349,2044,1385,2084)
solution-cell: 3 xyxy=(1430,2145,1444,2159)
solution-cell: 1 xyxy=(1360,2229,1374,2243)
sudoku-cell[interactable]: 8 xyxy=(1420,1965,1455,2005)
solution-cell: 6 xyxy=(1332,2145,1346,2159)
solution-cell: 8 xyxy=(1360,2187,1374,2201)
solution-cell: 4 xyxy=(1346,2215,1360,2229)
